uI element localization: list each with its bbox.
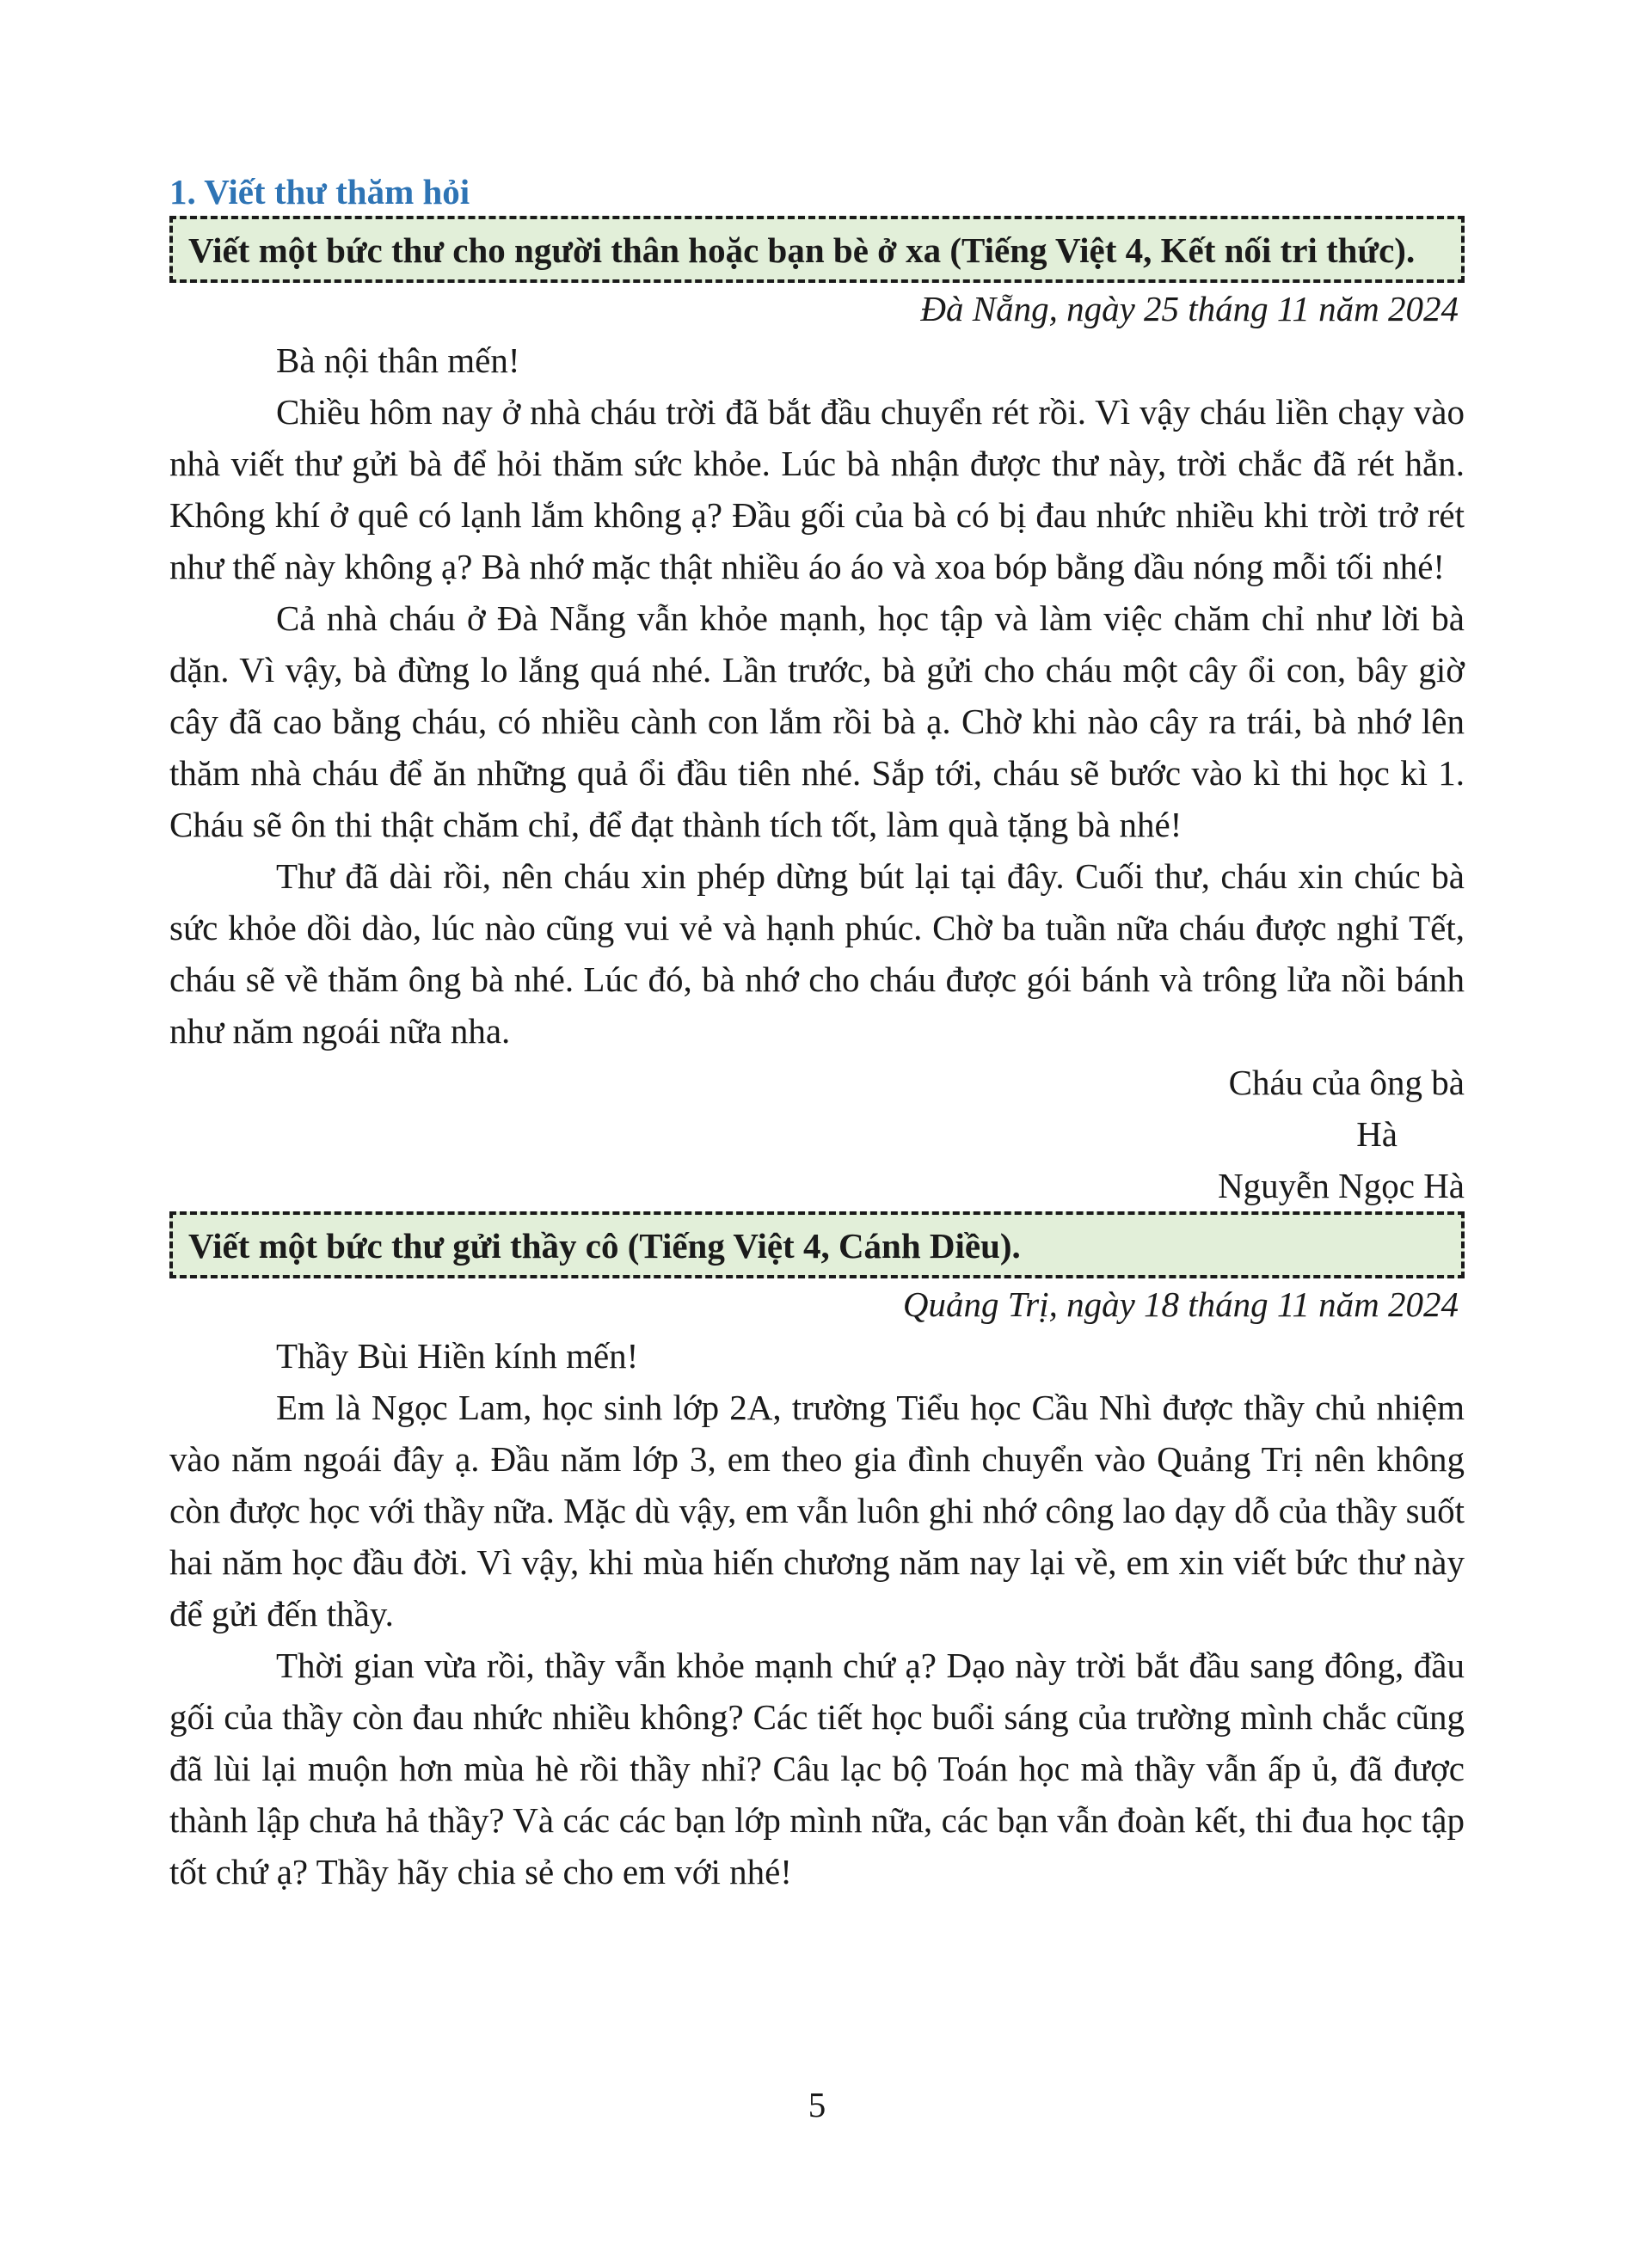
signature-short-name: Hà bbox=[1356, 1114, 1398, 1154]
section-heading: 1. Viết thư thăm hỏi bbox=[169, 172, 470, 211]
paragraph-letter-2-2: Thời gian vừa rồi, thầy vẫn khỏe mạnh chứ ạ? Dạo này trời bắt đầu sang đông, đầu gối của thầy còn đau nhức nhiều không? Các tiết học buổi sáng của trường mình chắc cũng đã lùi lại muộn hơn mùa hè rồi thầy nhỉ? Câu lạc bộ Toán học mà thầy vẫn ấp ủ, đã được thành lập chưa hả thầy? Và các các bạn lớp mình nữa, các bạn vẫn đoàn kết, thi đua học tập tốt chứ ạ? Thầy hãy chia sẻ cho em với nhé! bbox=[169, 1646, 1465, 1891]
signature-full-name: Nguyễn Ngọc Hà bbox=[1218, 1166, 1465, 1205]
date-line-letter-2: Quảng Trị, ngày 18 tháng 11 năm 2024 bbox=[902, 1284, 1459, 1324]
page-number: 5 bbox=[808, 2085, 826, 2124]
task-box-letter-1: Viết một bức thư cho người thân hoặc bạn bè ở xa (Tiếng Việt 4, Kết nối tri thức). bbox=[169, 216, 1465, 283]
paragraph-letter-1-3: Thư đã dài rồi, nên cháu xin phép dừng bút lại tại đây. Cuối thư, cháu xin chúc bà sức khỏe dồi dào, lúc nào cũng vui vẻ và hạnh phúc. Chờ ba tuần nữa cháu được nghỉ Tết, cháu sẽ về thăm ông bà nhé. Lúc đó, bà nhớ cho cháu được gói bánh và trông lửa nồi bánh như năm ngoái nữa nha. bbox=[169, 856, 1465, 1051]
page-content bbox=[169, 168, 1465, 1897]
paragraph-letter-1-2: Cả nhà cháu ở Đà Nẵng vẫn khỏe mạnh, học tập và làm việc chăm chỉ như lời bà dặn. Vì vậy, bà đừng lo lắng quá nhé. Lần trước, bà gửi cho cháu một cây ổi con, bây giờ cây đã cao bằng cháu, có nhiều cành con lắm rồi bà ạ. Chờ khi nào cây ra trái, bà nhớ lên thăm nhà cháu để ăn những quả ổi đầu tiên nhé. Sắp tới, cháu sẽ bước vào kì thi học kì 1. Cháu sẽ ôn thi thật chăm chỉ, để đạt thành tích tốt, làm quà tặng bà nhé! bbox=[169, 598, 1465, 844]
paragraph-letter-2-1: Em là Ngọc Lam, học sinh lớp 2A, trường Tiểu học Cầu Nhì được thầy chủ nhiệm vào năm ngoái đây ạ. Đầu năm lớp 3, em theo gia đình chuyển vào Quảng Trị nên không còn được học với thầy nữa. Mặc dù vậy, em vẫn luôn ghi nhớ công lao dạy dỗ của thầy suốt hai năm học đầu đời. Vì vậy, khi mùa hiến chương năm nay lại về, em xin viết bức thư này để gửi đến thầy. bbox=[169, 1388, 1465, 1634]
task-box-letter-2: Viết một bức thư gửi thầy cô (Tiếng Việt 4, Cánh Diều). bbox=[169, 1211, 1465, 1278]
greeting-letter-2: Thầy Bùi Hiền kính mến! bbox=[276, 1336, 639, 1376]
date-line-letter-1: Đà Nẵng, ngày 25 tháng 11 năm 2024 bbox=[920, 289, 1459, 328]
greeting-letter-1: Bà nội thân mến! bbox=[276, 340, 520, 380]
signature-closing: Cháu của ông bà bbox=[1228, 1063, 1465, 1102]
paragraph-letter-1-1: Chiều hôm nay ở nhà cháu trời đã bắt đầu chuyển rét rồi. Vì vậy cháu liền chạy vào nhà viết thư gửi bà để hỏi thăm sức khỏe. Lúc bà nhận được thư này, trời chắc đã rét hẳn. Không khí ở quê có lạnh lắm không ạ? Đầu gối của bà có bị đau nhức nhiều khi trời trở rét như thế này không ạ? Bà nhớ mặc thật nhiều áo áo và xoa bóp bằng dầu nóng mỗi tối nhé! bbox=[169, 392, 1465, 586]
